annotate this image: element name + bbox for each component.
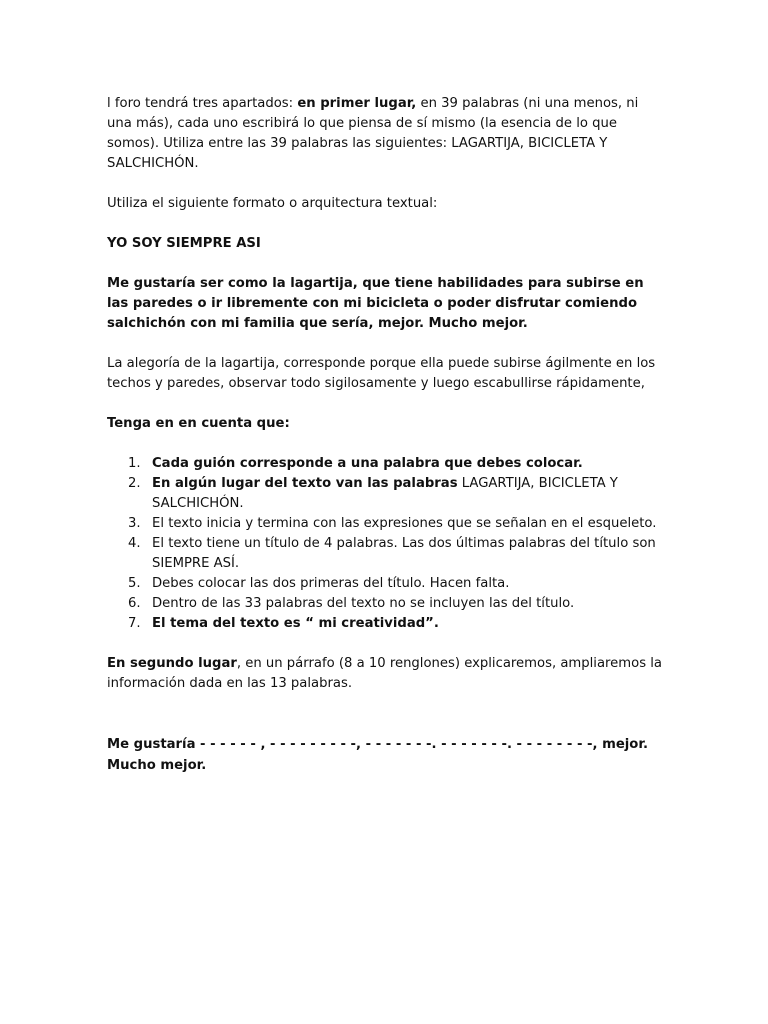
intro-paragraph bbox=[107, 94, 667, 174]
intro-bold-first-part: en primer lugar, bbox=[297, 96, 417, 111]
format-instruction: Utiliza el siguiente formato o arquitectura textual: bbox=[107, 196, 438, 211]
document-page bbox=[107, 94, 667, 776]
list-item: 7. El tema del texto es “ mi creatividad”. bbox=[128, 616, 439, 631]
note-heading: Tenga en en cuenta que: bbox=[107, 416, 290, 431]
allegory-paragraph: La alegoría de la lagartija, corresponde porque ella puede subirse ágilmente en los techos y paredes, observar todo sigilosamente y luego escabullirse rápidamente, bbox=[107, 356, 656, 391]
list-item: 3. El texto inicia y termina con las expresiones que se señalan en el esqueleto. bbox=[128, 516, 657, 531]
list-item: 2. En algún lugar del texto van las palabras LAGARTIJA, BICICLETA Y SALCHICHÓN. bbox=[128, 476, 618, 511]
instruction-list bbox=[107, 454, 667, 634]
list-item: 5. Debes colocar las dos primeras del título. Hacen falta. bbox=[128, 576, 510, 591]
list-item: 6. Dentro de las 33 palabras del texto no se incluyen las del título. bbox=[128, 596, 575, 611]
list-item: 1. Cada guión corresponde a una palabra que debes colocar. bbox=[128, 456, 583, 471]
example-title: YO SOY SIEMPRE ASI bbox=[107, 236, 261, 251]
second-part-bold: En segundo lugar bbox=[107, 656, 237, 671]
second-part-paragraph bbox=[107, 654, 667, 694]
template-skeleton-line: Me gustaría - - - - - - , - - - - - - - - -, - - - - - - -. - - - - - - -. - - - - - - - -, mejor. Mucho mejor. bbox=[107, 737, 648, 773]
second-part-text: , en un párrafo (8 a 10 renglones) explicaremos, ampliaremos la información dada en las 13 palabras. bbox=[107, 656, 663, 691]
intro-text-rest: en 39 palabras (ni una menos, ni una más), cada uno escribirá lo que piensa de sí mismo (la esencia de lo que somos). Utiliza entre las 39 palabras las siguientes: LAGARTIJA, BICICLETA Y SALCHICHÓN. bbox=[107, 96, 639, 171]
list-item: 4. El texto tiene un título de 4 palabras. Las dos últimas palabras del título son SIEMPRE ASÍ. bbox=[128, 536, 656, 571]
example-paragraph: Me gustaría ser como la lagartija, que tiene habilidades para subirse en las paredes o ir libremente con mi bicicleta o poder disfrutar comiendo salchichón con mi familia que sería, mejor. Mucho mejor. bbox=[107, 276, 644, 331]
intro-text-start: l foro tendrá tres apartados: bbox=[107, 96, 298, 111]
